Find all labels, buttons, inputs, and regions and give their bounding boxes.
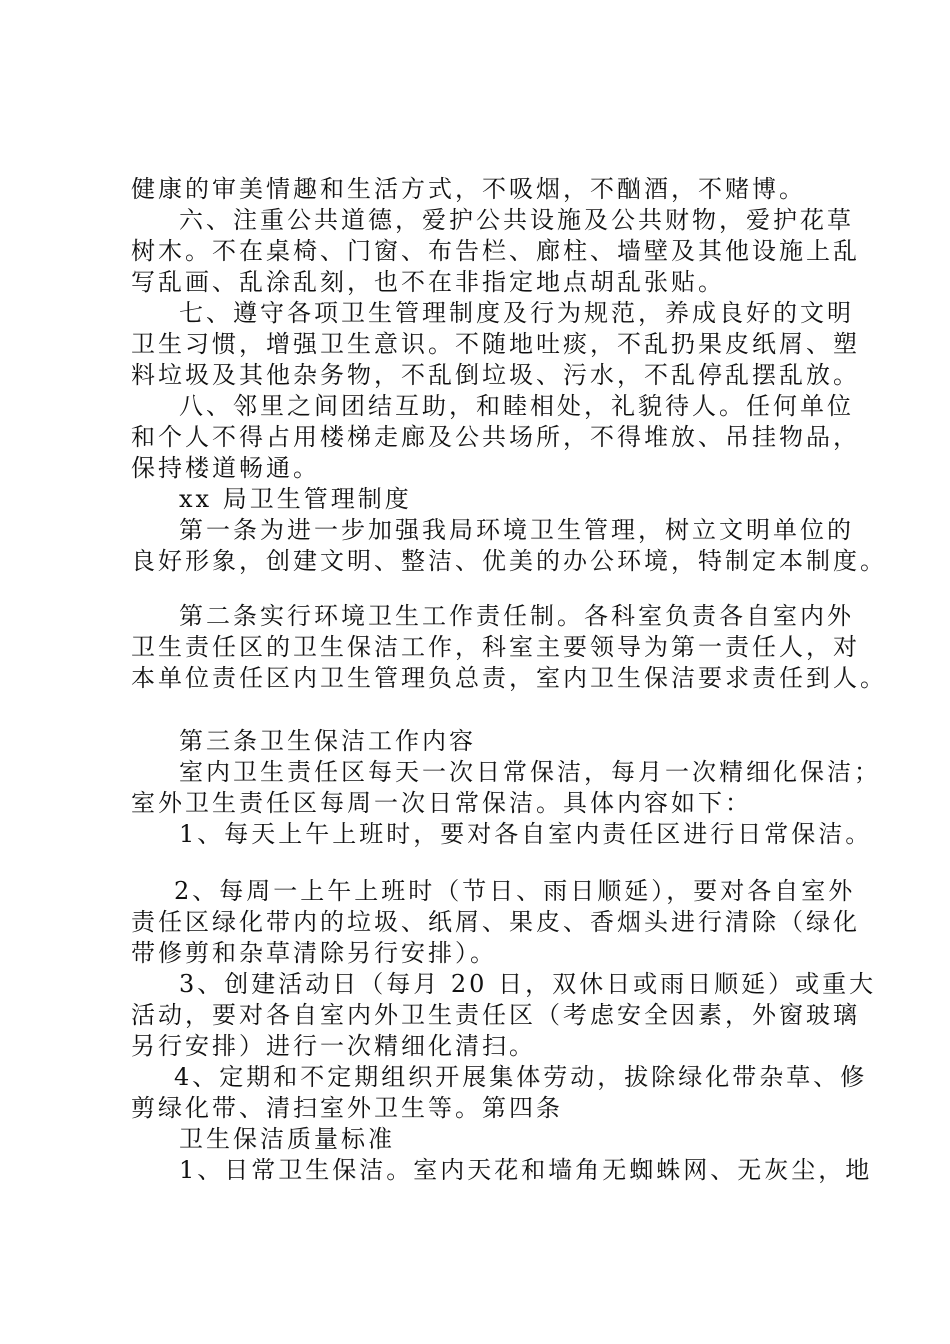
text-line: 第三条卫生保洁工作内容 [179, 727, 476, 755]
text-line: 责任区绿化带内的垃圾、纸屑、果皮、香烟头进行清除（绿化 [131, 908, 860, 936]
text-line: 另行安排）进行一次精细化清扫。 [131, 1032, 536, 1060]
text-line: 卫生习惯，增强卫生意识。不随地吐痰，不乱扔果皮纸屑、塑 [131, 330, 860, 358]
text-line: 剪绿化带、清扫室外卫生等。第四条 [131, 1094, 563, 1122]
text-line: 保持楼道畅通。 [131, 454, 320, 482]
text-line: 活动，要对各自室内外卫生责任区（考虑安全因素，外窗玻璃 [131, 1001, 860, 1029]
text-line: 八、邻里之间团结互助，和睦相处，礼貌待人。任何单位 [179, 392, 854, 420]
section-heading: xx 局卫生管理制度 [179, 485, 412, 513]
text-line: 第二条实行环境卫生工作责任制。各科室负责各自室内外 [179, 602, 854, 630]
text-line: 和个人不得占用楼梯走廊及公共场所，不得堆放、吊挂物品， [131, 423, 860, 451]
text-line: 写乱画、乱涂乱刻，也不在非指定地点胡乱张贴。 [131, 268, 725, 296]
text-line: 室内卫生责任区每天一次日常保洁，每月一次精细化保洁； [179, 758, 881, 786]
text-line: 卫生责任区的卫生保洁工作，科室主要领导为第一责任人，对 [131, 633, 860, 661]
text-line: 室外卫生责任区每周一次日常保洁。具体内容如下： [131, 789, 752, 817]
text-line: 卫生保洁质量标准 [179, 1125, 395, 1153]
text-line: 带修剪和杂草清除另行安排）。 [131, 939, 497, 967]
text-line: 本单位责任区内卫生管理负总责，室内卫生保洁要求责任到人。 [131, 664, 887, 692]
text-line: 树木。不在桌椅、门窗、布告栏、廊柱、墙壁及其他设施上乱 [131, 237, 860, 265]
text-line: 1、日常卫生保洁。室内天花和墙角无蜘蛛网、无灰尘，地 [179, 1156, 873, 1184]
text-line: 3、创建活动日（每月 20 日，双休日或雨日顺延）或重大 [179, 970, 877, 998]
text-line: 2、每周一上午上班时（节日、雨日顺延），要对各自室外 [174, 877, 856, 905]
text-line: 健康的审美情趣和生活方式，不吸烟，不酗酒，不赌博。 [131, 175, 806, 203]
text-line: 1、每天上午上班时，要对各自室内责任区进行日常保洁。 [179, 820, 873, 848]
text-line: 七、遵守各项卫生管理制度及行为规范，养成良好的文明 [179, 299, 854, 327]
text-line: 第一条为进一步加强我局环境卫生管理，树立文明单位的 [179, 516, 854, 544]
text-line: 良好形象，创建文明、整洁、优美的办公环境，特制定本制度。 [131, 547, 887, 575]
text-line: 4、定期和不定期组织开展集体劳动，拔除绿化带杂草、修 [174, 1063, 868, 1091]
text-line: 料垃圾及其他杂务物，不乱倒垃圾、污水，不乱停乱摆乱放。 [131, 361, 860, 389]
text-line: 六、注重公共道德，爱护公共设施及公共财物，爱护花草 [179, 206, 854, 234]
